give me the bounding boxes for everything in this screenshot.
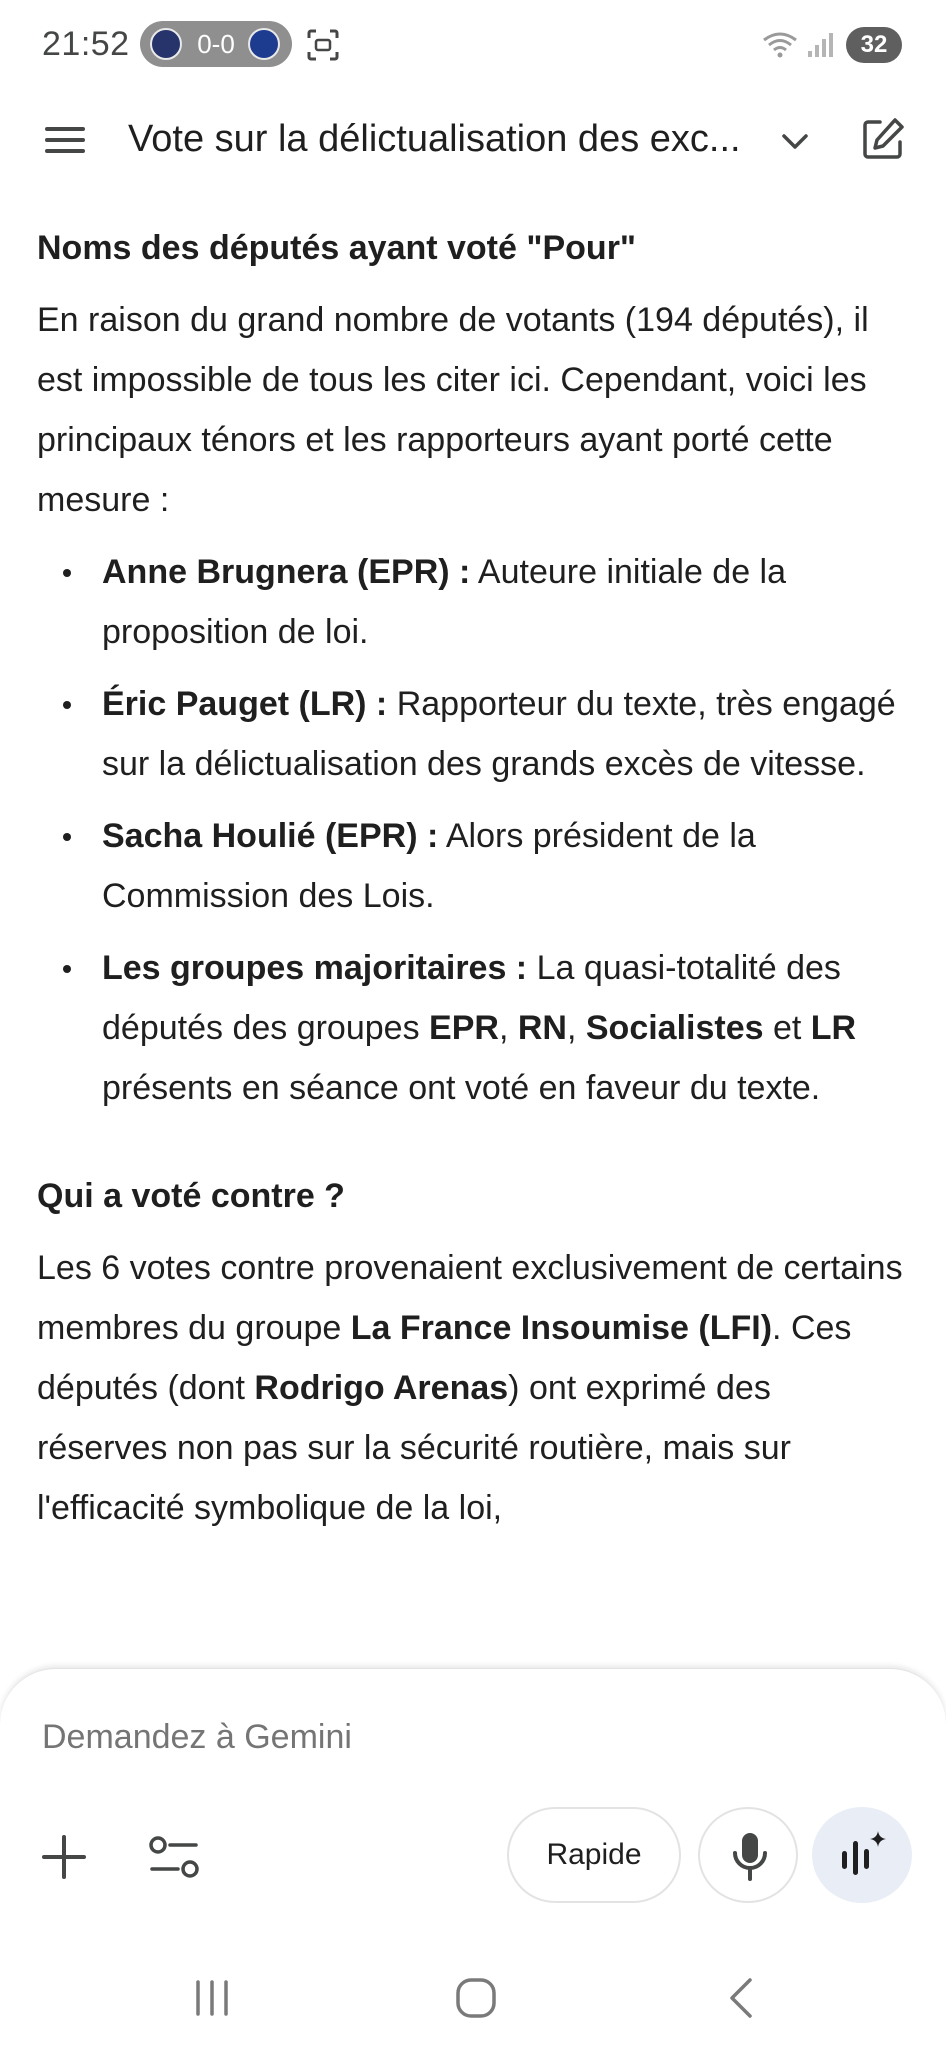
screenshot-icon [306,28,340,62]
tools-icon[interactable] [144,1829,204,1885]
list-item [37,674,907,794]
group-name: Socialistes [585,1009,764,1047]
status-bar [0,0,946,90]
home-icon[interactable] [454,1976,498,2020]
recents-icon[interactable] [192,1978,232,2018]
list-item [37,806,907,926]
group-text: La quasi-totalité des députés des groupes [102,949,841,1047]
deputy-description: Auteure initiale de la proposition de loi. [102,553,787,651]
group-name: RN [517,1009,567,1047]
live-score-pill[interactable] [140,21,292,67]
back-icon[interactable] [724,1976,758,2020]
bullet-icon [63,965,71,973]
paragraph-text: ) ont exprimé des réserves non pas sur la sécurité routière, mais sur l'efficacité symbolique de la loi, [37,1369,791,1527]
bullet-icon [63,833,71,841]
mode-selector-button[interactable]: Rapide [507,1807,681,1903]
paragraph-text: Les 6 votes contre provenaient exclusivement de certains membres du groupe [37,1249,903,1347]
group-text: présents en séance ont voté en faveur du texte. [102,1069,821,1107]
list-item [37,938,907,1118]
separator: , [566,1009,586,1047]
plus-icon[interactable] [36,1829,92,1885]
mic-button[interactable] [698,1807,798,1903]
team-crest-icon [150,28,182,60]
status-icons [762,24,902,66]
deputy-name: Rodrigo Arenas [254,1369,509,1407]
deputy-description: Rapporteur du texte, très engagé sur la délictualisation des grands excès de vitesse. [102,685,896,783]
live-icon [836,1827,888,1883]
group-name: EPR [429,1009,499,1047]
match-score: 0-0 [197,29,235,59]
group-label: Les groupes majoritaires : [102,949,528,987]
response-content [37,218,907,1538]
separator: et [763,1009,811,1047]
chat-title[interactable]: Vote sur la délictualisation des exc... [128,118,741,160]
chevron-down-icon[interactable] [778,124,812,158]
wifi-icon [762,30,798,60]
bullet-list [37,542,907,1118]
separator: , [498,1009,518,1047]
mic-icon [730,1831,770,1883]
team-crest-icon [248,28,280,60]
live-button[interactable] [812,1807,912,1903]
paragraph-contre [37,1238,907,1538]
group-name: LR [810,1009,857,1047]
section-heading-contre: Qui a voté contre ? [37,1177,345,1215]
signal-icon [806,31,836,59]
party-name: La France Insoumise (LFI) [350,1309,773,1347]
deputy-name: Anne Brugnera (EPR) : [102,553,471,591]
section-heading-pour: Noms des députés ayant voté "Pour" [37,229,637,267]
paragraph-intro: En raison du grand nombre de votants (194 députés), il est impossible de tous les citer ici. Cependant, voici les principaux ténors et les rapporteurs ayant porté cette mesure : [37,301,869,519]
bullet-icon [63,569,71,577]
menu-icon[interactable] [40,120,90,160]
prompt-input[interactable]: Demandez à Gemini [42,1718,352,1756]
list-item [37,542,907,662]
status-time: 21:52 [42,25,130,63]
deputy-name: Éric Pauget (LR) : [102,685,388,723]
paragraph-text: . Ces députés (dont [37,1309,852,1407]
app-header [0,100,946,180]
deputy-name: Sacha Houlié (EPR) : [102,817,439,855]
bullet-icon [63,701,71,709]
deputy-description: Alors président de la Commission des Lois. [102,817,756,915]
battery-level: 32 [846,27,902,63]
new-chat-icon[interactable] [858,114,908,164]
